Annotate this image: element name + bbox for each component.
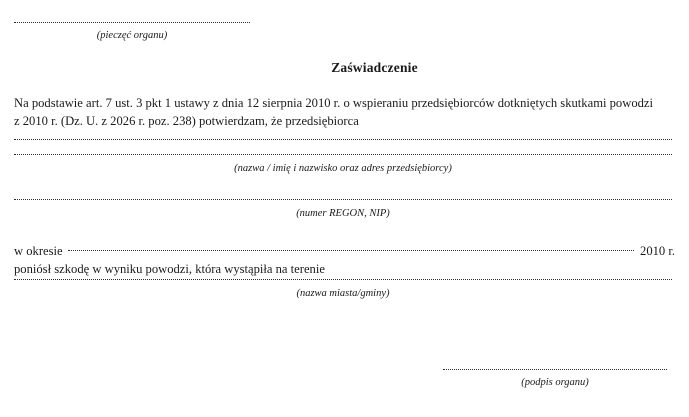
regon-nip-field <box>14 202 672 221</box>
city-caption: (nazwa miasta/gminy) <box>296 288 390 299</box>
regon-nip-caption: (numer REGON, NIP) <box>296 208 390 219</box>
period-dotted-rule[interactable] <box>68 250 634 251</box>
regon-nip-dotted-line[interactable] <box>14 202 672 203</box>
period-year: 2010 r. <box>640 244 675 258</box>
organ-stamp-dotted-line[interactable] <box>14 22 250 23</box>
dotted-rule <box>14 22 250 23</box>
entrepreneur-field <box>14 142 672 176</box>
legal-basis-line-2: z 2010 r. (Dz. U. z 2026 r. poz. 238) potwierdzam, że przedsiębiorca <box>14 114 359 128</box>
organ-signature-caption: (podpis organu) <box>521 377 589 388</box>
entrepreneur-dotted-line-1[interactable] <box>14 142 672 143</box>
legal-basis-paragraph <box>14 94 675 130</box>
document-title <box>0 60 689 76</box>
dotted-rule <box>14 139 672 140</box>
organ-signature-dotted-line[interactable] <box>443 369 667 370</box>
dotted-rule <box>443 369 667 370</box>
period-field <box>14 242 675 278</box>
dotted-rule <box>14 199 672 200</box>
period-label: w okresie <box>14 244 63 258</box>
period-row <box>14 242 675 260</box>
city-dotted-line[interactable] <box>14 282 672 283</box>
document-title-text: Zaświadczenie <box>331 60 418 75</box>
entrepreneur-caption: (nazwa / imię i nazwisko oraz adres przedsiębiorcy) <box>234 163 452 174</box>
organ-signature-field <box>443 369 667 390</box>
entrepreneur-dotted-line-2[interactable] <box>14 157 672 158</box>
dotted-rule <box>14 279 672 280</box>
dotted-rule <box>14 154 672 155</box>
damage-statement: poniósł szkodę w wyniku powodzi, która wystąpiła na terenie <box>14 262 325 276</box>
organ-stamp-caption: (pieczęć organu) <box>96 30 168 41</box>
organ-stamp-field <box>14 22 250 43</box>
city-field <box>14 282 672 301</box>
legal-basis-line-1: Na podstawie art. 7 ust. 3 pkt 1 ustawy z dnia 12 sierpnia 2010 r. o wspieraniu przedsiębiorców dotkniętych skutkami powodzi <box>14 96 654 110</box>
